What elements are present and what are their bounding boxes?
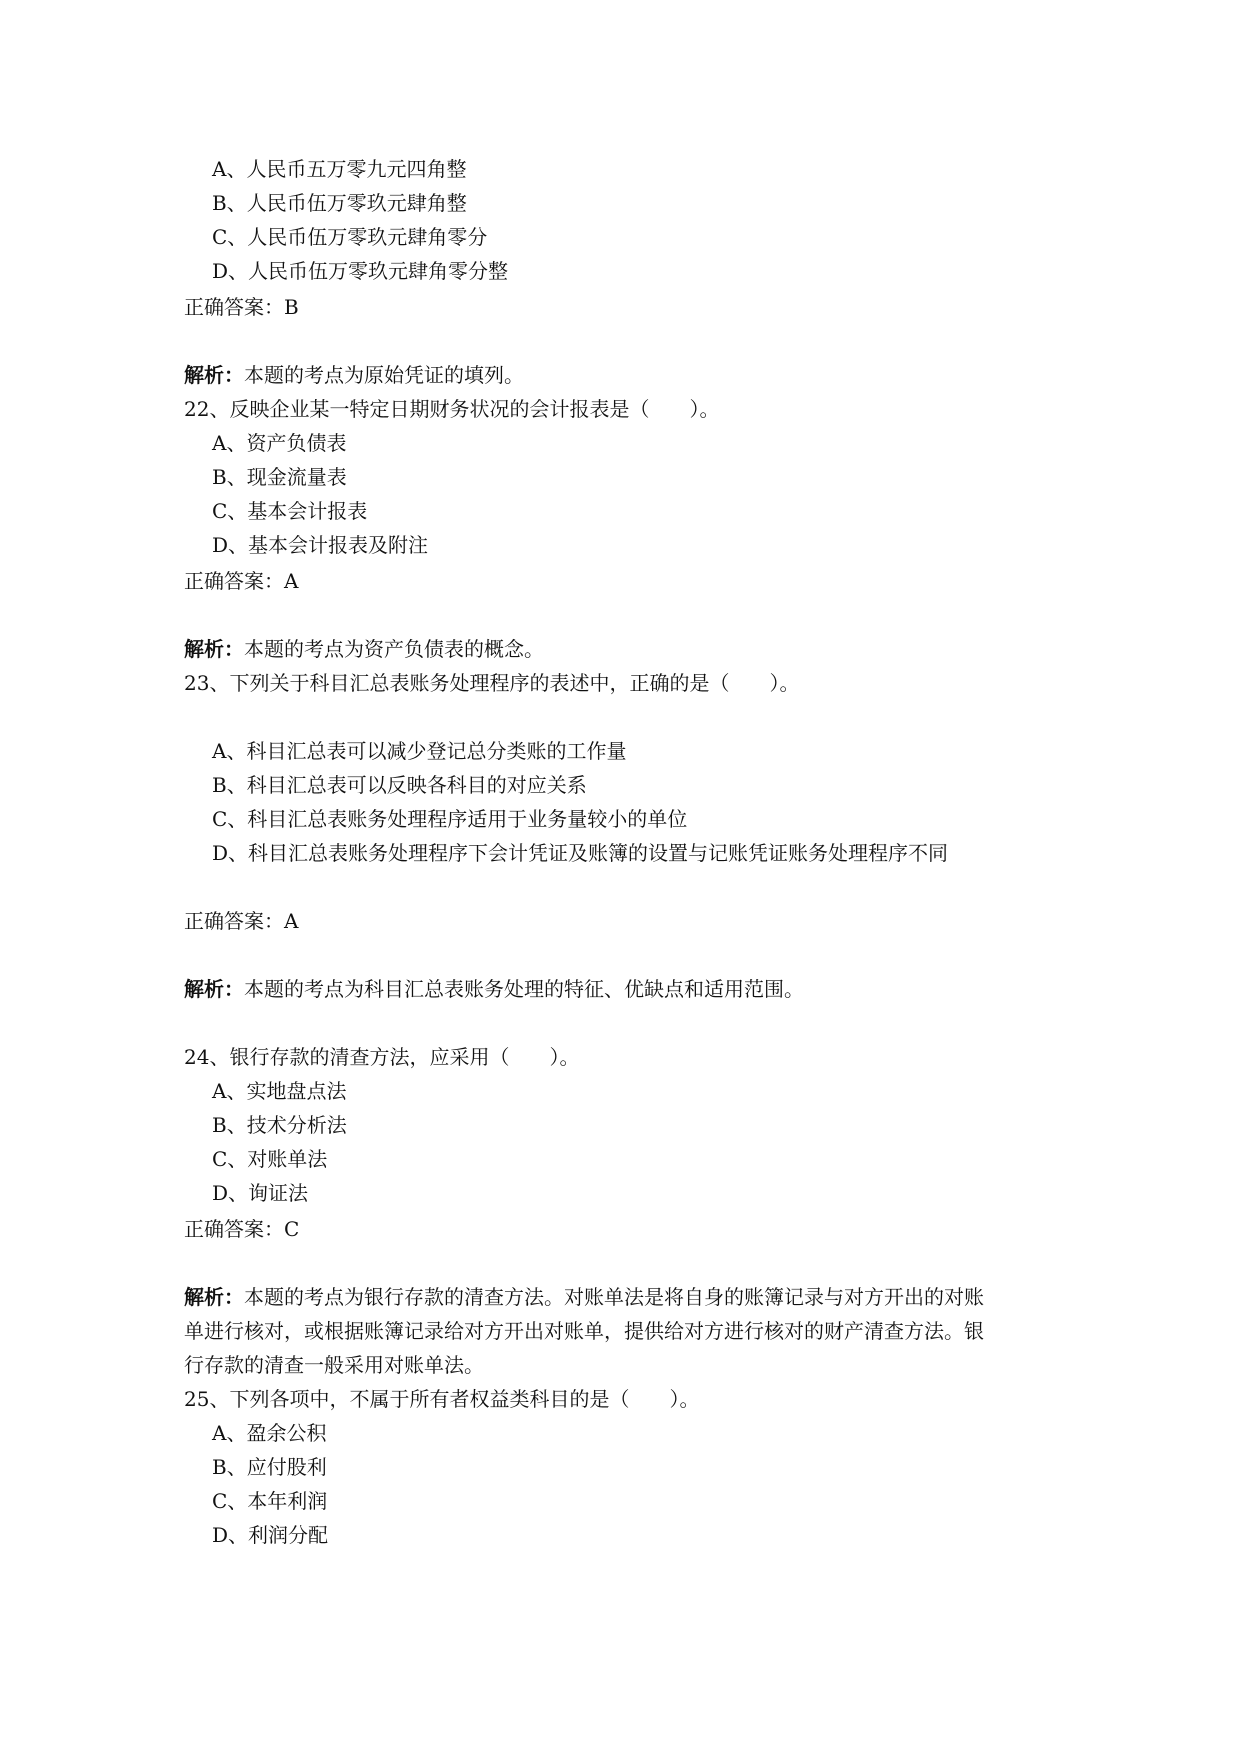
q24-analysis-line-1 — [184, 1284, 984, 1310]
q21-option-b: B、人民币伍万零玖元肆角整 — [212, 191, 467, 215]
q24-answer: 正确答案：C — [184, 1217, 300, 1241]
q22-option-b: B、现金流量表 — [212, 465, 347, 489]
q25-option-c: C、本年利润 — [212, 1489, 328, 1513]
q23-answer: 正确答案：A — [184, 909, 299, 933]
q22-stem: 22、反映企业某一特定日期财务状况的会计报表是（ ）。 — [184, 397, 720, 421]
q25-option-b: B、应付股利 — [212, 1455, 327, 1479]
q23-option-a: A、科目汇总表可以减少登记总分类账的工作量 — [212, 739, 627, 763]
q24-analysis-line-3: 行存款的清查一般采用对账单法。 — [184, 1353, 484, 1377]
q23-option-d: D、科目汇总表账务处理程序下会计凭证及账簿的设置与记账凭证账务处理程序不同 — [212, 841, 949, 865]
q24-analysis-line-2: 单进行核对，或根据账簿记录给对方开出对账单，提供给对方进行核对的财产清查方法。银 — [184, 1319, 984, 1343]
analysis-label: 解析： — [184, 637, 244, 661]
q21-option-c: C、人民币伍万零玖元肆角零分 — [212, 225, 488, 249]
q24-option-b: B、技术分析法 — [212, 1113, 347, 1137]
analysis-text: 本题的考点为银行存款的清查方法。对账单法是将自身的账簿记录与对方开出的对账 — [244, 1285, 984, 1309]
analysis-text: 本题的考点为科目汇总表账务处理的特征、优缺点和适用范围。 — [244, 977, 804, 1001]
q21-answer: 正确答案：B — [184, 295, 299, 319]
q25-option-d: D、利润分配 — [212, 1523, 329, 1547]
q22-option-a: A、资产负债表 — [212, 431, 347, 455]
q23-stem: 23、下列关于科目汇总表账务处理程序的表述中，正确的是（ ）。 — [184, 671, 800, 695]
q24-option-d: D、询证法 — [212, 1181, 309, 1205]
q25-option-a: A、盈余公积 — [212, 1421, 327, 1445]
q22-option-c: C、基本会计报表 — [212, 499, 368, 523]
q24-option-a: A、实地盘点法 — [212, 1079, 347, 1103]
q21-option-a: A、人民币五万零九元四角整 — [212, 157, 467, 181]
analysis-text: 本题的考点为资产负债表的概念。 — [244, 637, 544, 661]
q23-option-b: B、科目汇总表可以反映各科目的对应关系 — [212, 773, 587, 797]
q24-option-c: C、对账单法 — [212, 1147, 328, 1171]
q25-stem: 25、下列各项中，不属于所有者权益类科目的是（ ）。 — [184, 1387, 700, 1411]
q23-option-c: C、科目汇总表账务处理程序适用于业务量较小的单位 — [212, 807, 688, 831]
q22-answer: 正确答案：A — [184, 569, 299, 593]
q23-analysis — [184, 976, 804, 1002]
q22-option-d: D、基本会计报表及附注 — [212, 533, 429, 557]
q21-analysis — [184, 362, 524, 388]
q24-stem: 24、银行存款的清查方法，应采用（ ）。 — [184, 1045, 580, 1069]
analysis-label: 解析： — [184, 363, 244, 387]
analysis-text: 本题的考点为原始凭证的填列。 — [244, 363, 524, 387]
analysis-label: 解析： — [184, 1285, 244, 1309]
analysis-label: 解析： — [184, 977, 244, 1001]
q22-analysis — [184, 636, 544, 662]
q21-option-d: D、人民币伍万零玖元肆角零分整 — [212, 259, 509, 283]
